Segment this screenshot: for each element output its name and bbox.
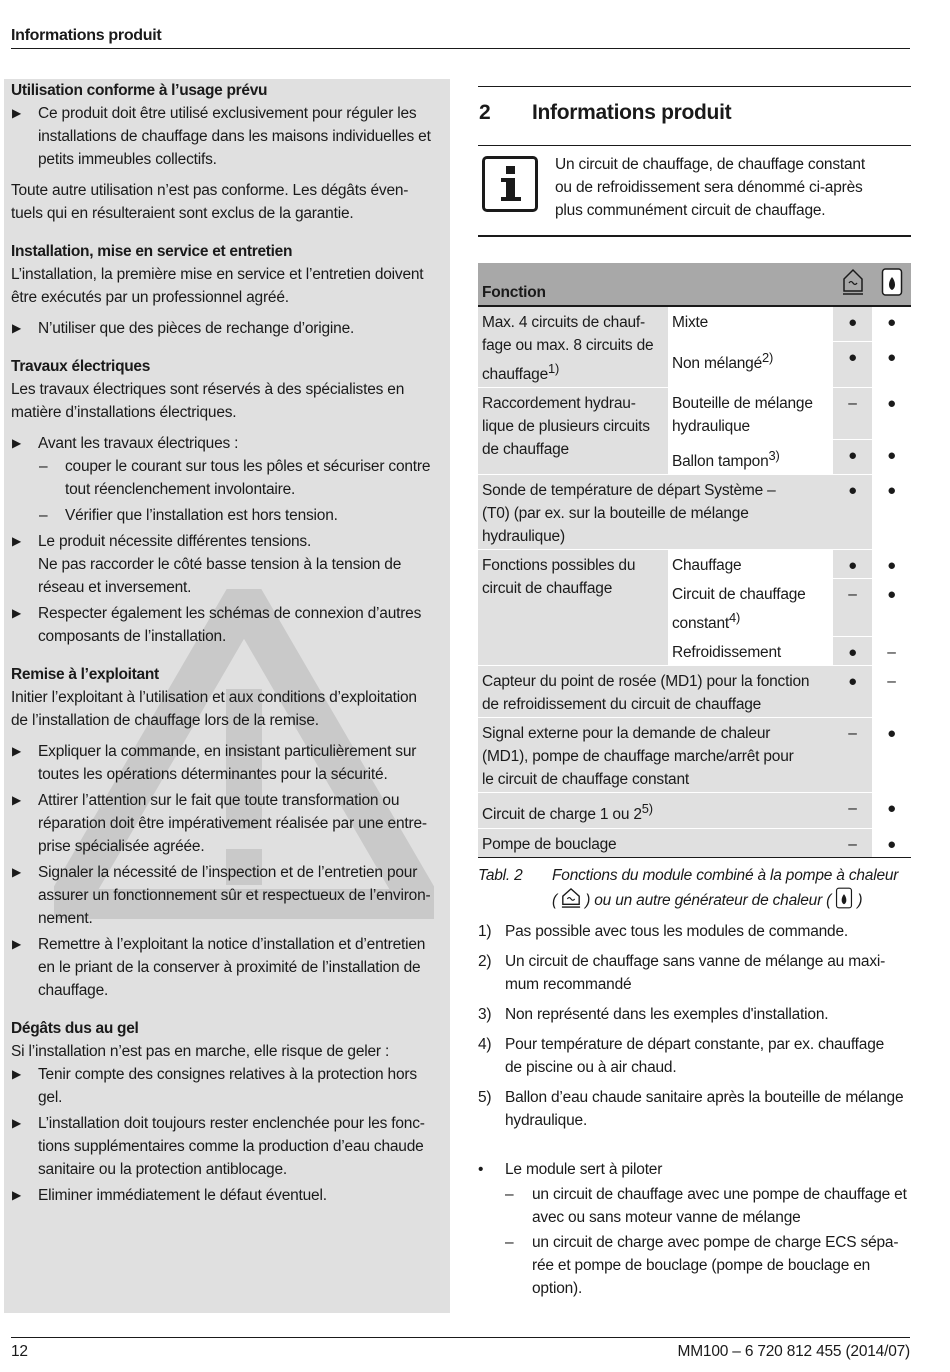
text-line: un circuit de charge avec pompe de charge ECS sépa- (532, 1233, 899, 1251)
table-cell-mark: ● (833, 306, 872, 342)
dash-mark: – (505, 1185, 514, 1203)
footnote-ref: 2) (762, 350, 774, 366)
table-cell-text: (T0) (par ex. sur la bouteille de mélange (482, 505, 749, 523)
footnote-item (478, 1003, 911, 1026)
table-cell-text: Circuit de chauffage (672, 586, 806, 604)
text-line: Ce produit doit être utilisé exclusivement pour réguler les (38, 105, 417, 122)
bullet-arrow-icon: ▶ (12, 106, 22, 120)
text-line: nement. (38, 910, 93, 927)
footnote-item (478, 920, 911, 943)
table-cell-text: chauffage (482, 366, 549, 384)
footnote-ref: 4) (729, 610, 741, 626)
text-line: sanitaire ou la protection antiblocage. (38, 1161, 287, 1178)
text-line: toutes les opérations déterminantes pour la sécurité. (38, 766, 388, 783)
heat-pump-icon (833, 263, 872, 306)
table-cell-mark: ● (872, 475, 911, 550)
table-cell-text: Non mélangé (672, 355, 762, 373)
text-line: tout réenclenchement involontaire. (65, 481, 296, 498)
footnote-number: 5) (478, 1088, 492, 1106)
text-line: Remettre à l’exploitant la notice d’installation et d’entretien (38, 936, 426, 953)
footnote-item (478, 950, 911, 996)
text-line: un circuit de chauffage avec une pompe de chauffage et (532, 1185, 907, 1203)
table-cell-mark: ● (872, 579, 911, 637)
table-cell-mark: – (872, 666, 911, 718)
table-cell-text: Max. 4 circuits de chauf- (482, 314, 645, 331)
list-item (11, 933, 450, 1002)
table-cell-text: de refroidissement du circuit de chauffage (482, 696, 762, 714)
text-line: prise spécialisée agréée. (38, 838, 205, 855)
info-icon (482, 156, 538, 212)
list-item (11, 102, 450, 171)
text-line: plus communément circuit de chauffage. (555, 202, 826, 219)
footnote-number: 1) (478, 922, 492, 940)
table-header-function: Fonction (478, 263, 833, 306)
text-line: Signaler la nécessité de l’inspection et de l’entretien pour (38, 864, 418, 881)
list-item (11, 1063, 450, 1109)
table-cell-mark: ● (872, 342, 911, 388)
list-item (478, 1231, 911, 1300)
flame-icon (835, 887, 853, 909)
text-line: L’installation doit toujours rester enclenchée pour les fonc- (38, 1115, 425, 1132)
text-line: option). (532, 1279, 583, 1297)
table-cell-mark: – (833, 388, 872, 440)
table-cell-mark: ● (833, 475, 872, 550)
text-line: Le produit nécessite différentes tensions. (38, 533, 312, 550)
section-title-usage: Utilisation conforme à l’usage prévu (11, 82, 268, 99)
table-cell-mark: – (872, 637, 911, 666)
text-line: installations de chauffage dans les maisons individuelles et (38, 128, 431, 145)
caption-text: ( (552, 891, 557, 909)
text-line: Initier l’exploitant à l’utilisation et aux conditions d’exploitation (11, 689, 417, 706)
table-cell-mark: ● (833, 666, 872, 718)
bullet-arrow-icon: ▶ (12, 744, 22, 758)
text-line: couper le courant sur tous les pôles et sécuriser contre (65, 458, 431, 475)
caption-text: Fonctions du module combiné à la pompe à chaleur (552, 866, 899, 884)
list-item (11, 317, 450, 340)
footnote-text: hydraulique. (505, 1111, 588, 1129)
info-note (478, 146, 911, 235)
table-cell-mark: – (833, 828, 872, 857)
list-item (478, 1183, 911, 1229)
footnote-text: Un circuit de chauffage sans vanne de mélange au maxi- (505, 952, 886, 970)
table-cell-text: lique de plusieurs circuits (482, 418, 650, 436)
table-cell-mark: ● (872, 440, 911, 475)
table-row (478, 666, 911, 718)
table-cell-text: hydraulique) (482, 528, 565, 546)
text-line: rée et pompe de bouclage (pompe de bouclage en (532, 1256, 871, 1274)
table-row (478, 718, 911, 793)
table-cell-text: Mixte (668, 306, 833, 342)
table-cell-text: Chauffage (668, 550, 833, 579)
module-list (478, 1158, 911, 1300)
text-line: Toute autre utilisation n’est pas conforme. Les dégâts éven- (11, 182, 409, 199)
list-item (478, 1158, 911, 1181)
document-reference: MM100 – 6 720 812 455 (2014/07) (677, 1343, 910, 1360)
header-rule (11, 48, 910, 49)
text-line: N’utiliser que des pièces de rechange d’origine. (38, 320, 355, 337)
bullet-arrow-icon: ▶ (12, 321, 22, 335)
chapter-heading (478, 87, 911, 137)
section-title-electrical: Travaux électriques (11, 358, 151, 375)
text-line: réseau et inversement. (38, 579, 192, 596)
caption-text: ) ou un autre générateur de chaleur ( (585, 891, 832, 909)
footnote-ref: 5) (641, 801, 653, 817)
table-cell-text: Ballon tampon (672, 453, 769, 471)
footnote-ref: 1) (548, 361, 560, 376)
section-title-installation: Installation, mise en service et entretien (11, 243, 293, 260)
text-line: Un circuit de chauffage, de chauffage constant (555, 156, 865, 173)
footnote-text: Pas possible avec tous les modules de commande. (505, 922, 848, 940)
dash-mark: – (39, 507, 48, 524)
bullet-arrow-icon: ▶ (12, 436, 22, 450)
table-cell-text: Fonctions possibles du (482, 557, 636, 575)
text-line: matière d’installations électriques. (11, 404, 237, 421)
footnote-item (478, 1086, 911, 1132)
function-table (478, 263, 911, 857)
table-cell-text: de chauffage (482, 441, 569, 459)
text-line: petits immeubles collectifs. (38, 151, 217, 168)
footnote-ref: 3) (768, 448, 780, 464)
table-header-row (478, 263, 911, 306)
table-cell-mark: ● (833, 440, 872, 475)
footnote-text: Ballon d’eau chaude sanitaire après la bouteille de mélange (505, 1088, 904, 1106)
table-cell-mark: ● (833, 550, 872, 579)
list-item (11, 455, 450, 501)
footer-rule (11, 1337, 910, 1338)
bullet-arrow-icon: ▶ (12, 534, 22, 548)
table-cell-mark: ● (833, 342, 872, 388)
text-line: tions supplémentaires comme la production d’eau chaude (38, 1138, 424, 1155)
page-header-title: Informations produit (11, 27, 162, 44)
footnote-number: 2) (478, 952, 492, 970)
table-row (478, 793, 911, 828)
table-cell-text: Circuit de charge 1 ou 2 (482, 806, 642, 824)
table-cell-mark: ● (872, 388, 911, 440)
table-cell-text: Capteur du point de rosée (MD1) pour la fonction (482, 673, 810, 691)
table-cell-text: hydraulique (672, 418, 750, 436)
text-line: être exécutés par un professionnel agréé. (11, 289, 289, 306)
dash-mark: – (505, 1233, 514, 1251)
text-line: gel. (38, 1089, 63, 1106)
table-row (478, 828, 911, 857)
table-cell-text: (MD1), pompe de chauffage marche/arrêt pour (482, 748, 794, 766)
text-line: tuels qui en résulteraient sont exclus de la garantie. (11, 205, 354, 222)
bullet-arrow-icon: ▶ (12, 1116, 22, 1130)
product-info-column (478, 86, 911, 1300)
list-item (11, 1112, 450, 1181)
table-row (478, 388, 911, 440)
table-cell-mark: – (833, 579, 872, 637)
table-row (478, 475, 911, 550)
bullet-dot: • (478, 1160, 484, 1178)
table-cell-text: Sonde de température de départ Système – (482, 482, 776, 500)
table-cell-text: constant (672, 615, 729, 633)
footnote-number: 4) (478, 1035, 492, 1053)
text-line: Ne pas raccorder le côté basse tension à la tension de (38, 556, 402, 573)
table-cell-mark: ● (872, 306, 911, 342)
bullet-arrow-icon: ▶ (12, 937, 22, 951)
text-line: chauffage. (38, 982, 109, 999)
bullet-arrow-icon: ▶ (12, 1188, 22, 1202)
text-line: Les travaux électriques sont réservés à des spécialistes en (11, 381, 405, 398)
bullet-arrow-icon: ▶ (12, 1067, 22, 1081)
dash-mark: – (39, 458, 48, 475)
bullet-arrow-icon: ▶ (12, 606, 22, 620)
bullet-arrow-icon: ▶ (12, 865, 22, 879)
table-cell-text: Raccordement hydrau- (482, 395, 636, 413)
list-item (11, 602, 450, 648)
text-line: réparation doit être impérativement réalisée par une entre- (38, 815, 427, 832)
text-line: Si l’installation n’est pas en marche, elle risque de geler : (11, 1043, 390, 1060)
list-item (11, 504, 450, 527)
text-line: Respecter également les schémas de connexion d’autres (38, 605, 422, 622)
section-title-handover: Remise à l’exploitant (11, 666, 159, 683)
table-cell-text: fage ou max. 8 circuits de (482, 337, 654, 354)
section-title-frost: Dégâts dus au gel (11, 1020, 139, 1037)
text-line: Vérifier que l’installation est hors tension. (65, 507, 338, 524)
text-line: L’installation, la première mise en service et l’entretien doivent (11, 266, 424, 283)
text-line: de l’installation de chauffage lors de la remise. (11, 712, 319, 729)
table-cell-text: Bouteille de mélange (672, 395, 813, 413)
table-caption (478, 864, 911, 912)
list-item (11, 861, 450, 930)
footnote-text: mum recommandé (505, 975, 632, 993)
footnote-item (478, 1033, 911, 1079)
text-line: composants de l’installation. (38, 628, 227, 645)
text-line: Attirer l’attention sur le fait que toute transformation ou (38, 792, 400, 809)
table-cell-text: Signal externe pour la demande de chaleur (482, 725, 771, 743)
chapter-title: Informations produit (532, 100, 732, 124)
caption-label: Tabl. 2 (478, 866, 523, 884)
text-line: ou de refroidissement sera dénommé ci-après (555, 179, 863, 196)
list-item (11, 789, 450, 858)
table-cell-mark: ● (872, 550, 911, 579)
heat-pump-icon (561, 887, 581, 909)
caption-text: ) (857, 891, 863, 909)
chapter-number: 2 (479, 100, 491, 124)
table-cell-mark: ● (872, 828, 911, 857)
table-row (478, 306, 911, 342)
table-cell-text: circuit de chauffage (482, 580, 613, 598)
footnote-text: de piscine ou à air chaud. (505, 1058, 677, 1076)
page-number: 12 (11, 1343, 28, 1360)
table-row (478, 550, 911, 579)
text-line: Expliquer la commande, en insistant particulièrement sur (38, 743, 417, 760)
list-item (11, 740, 450, 786)
text-line: Le module sert à piloter (505, 1160, 663, 1178)
text-line: Avant les travaux électriques : (38, 435, 239, 452)
table-cell-mark: – (833, 793, 872, 828)
footnotes (478, 920, 911, 1132)
bullet-arrow-icon: ▶ (12, 793, 22, 807)
list-item (11, 530, 450, 599)
info-rule (478, 235, 911, 237)
table-cell-mark: ● (833, 637, 872, 666)
table-cell-mark: – (833, 718, 872, 793)
footnote-text: Non représenté dans les exemples d'installation. (505, 1005, 829, 1023)
footnote-text: Pour température de départ constante, par ex. chauffage (505, 1035, 885, 1053)
list-item (11, 432, 450, 455)
footnote-number: 3) (478, 1005, 492, 1023)
text-line: Eliminer immédiatement le défaut éventuel. (38, 1187, 327, 1204)
flame-icon (872, 263, 911, 306)
table-cell-text: Pompe de bouclage (478, 828, 833, 857)
table-cell-mark: ● (872, 793, 911, 828)
safety-column (4, 79, 450, 1313)
text-line: Tenir compte des consignes relatives à la protection hors (38, 1066, 417, 1083)
text-line: en le priant de la conserver à proximité de l’installation de (38, 959, 421, 976)
text-line: avec ou sans moteur vanne de mélange (532, 1208, 801, 1226)
text-line: assurer un fonctionnement sûr et respectueux de l’environ- (38, 887, 431, 904)
table-cell-text: Refroidissement (668, 637, 833, 666)
table-cell-text: le circuit de chauffage constant (482, 771, 690, 789)
list-item (11, 1184, 450, 1207)
table-bottom-rule (478, 857, 911, 858)
table-cell-mark: ● (872, 718, 911, 793)
